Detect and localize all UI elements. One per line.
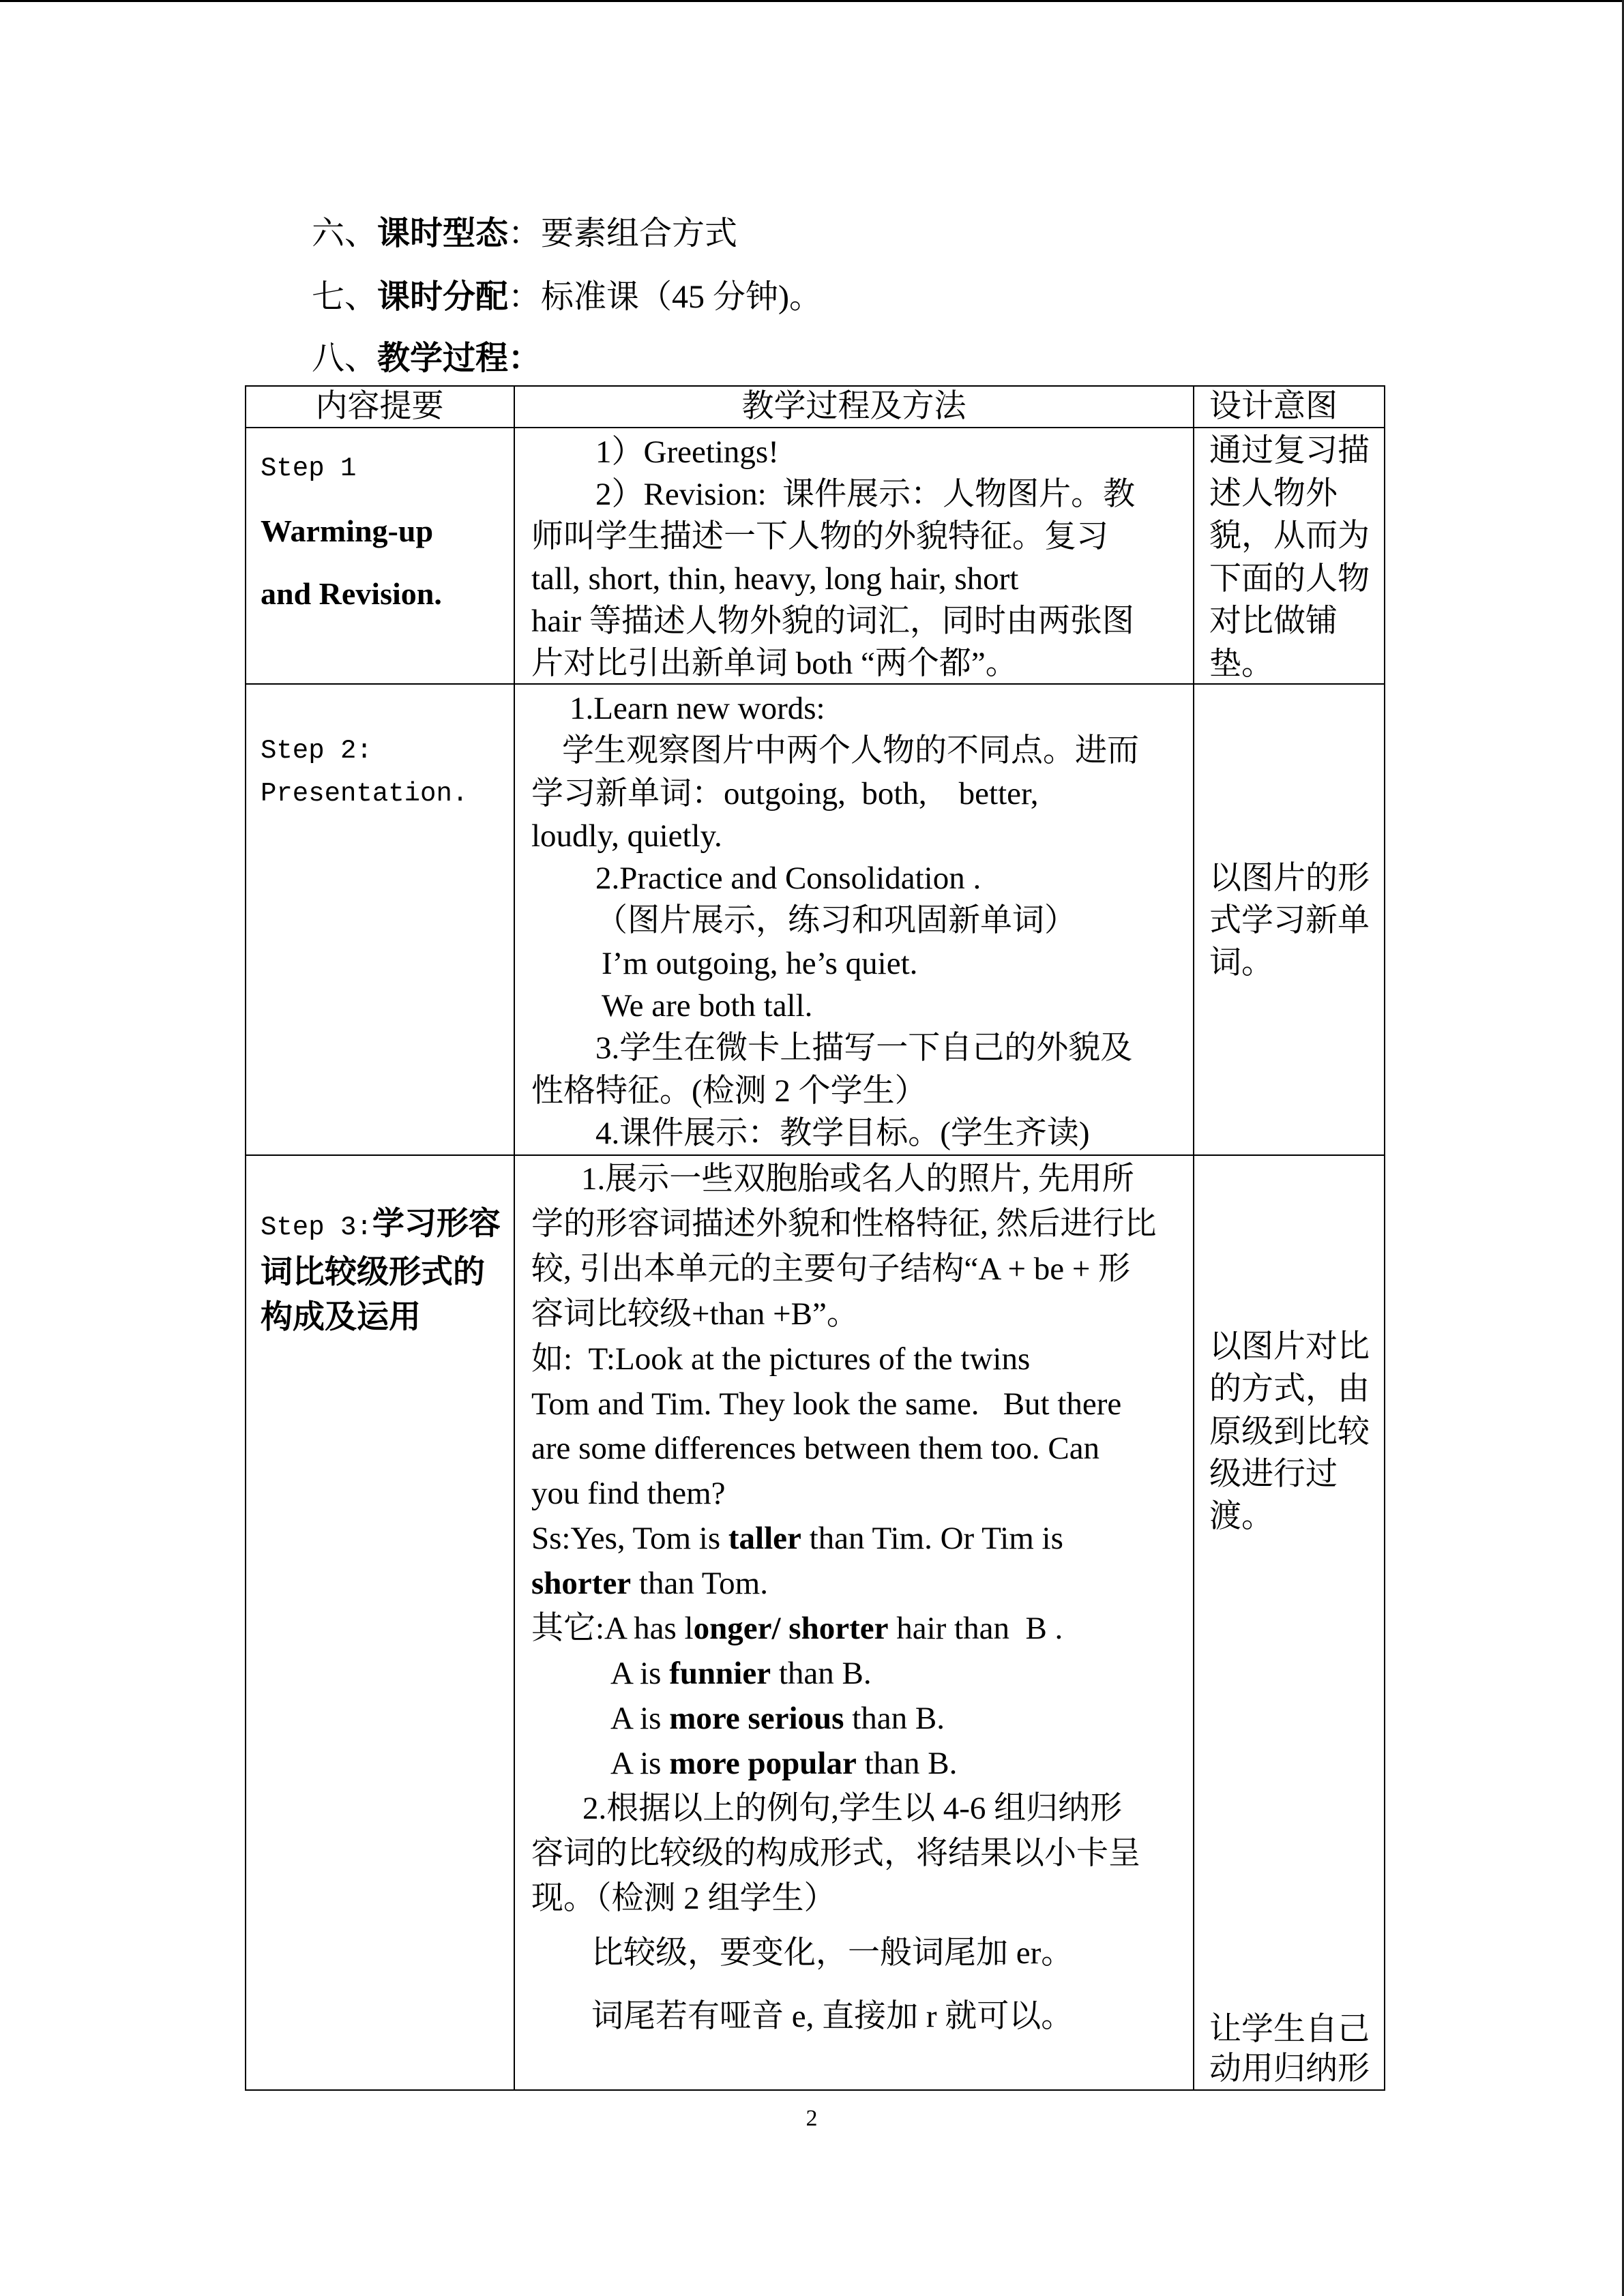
step1-title bbox=[261, 437, 512, 625]
step3-process-line: Tom and Tim. They look the same. But there bbox=[531, 1386, 1122, 1422]
step3-process-line bbox=[531, 1517, 1190, 1562]
step2-process bbox=[531, 687, 1190, 1154]
step1-process-line: 1）Greetings! bbox=[595, 434, 779, 470]
step1-intent-line: 下面的人物 bbox=[1209, 561, 1370, 597]
step2-process-line: 3.学生在微卡上描写一下自己的外貌及 bbox=[595, 1030, 1133, 1067]
table-border-bottom bbox=[245, 2089, 1385, 2091]
heading-lesson-type-prefix: 六、 bbox=[312, 215, 378, 252]
step3-process bbox=[531, 1157, 1190, 2040]
step1-process-line: 师叫学生描述一下人物的外貌特征。复习 bbox=[531, 519, 1108, 554]
step2-process-line: （图片展示，练习和巩固新单词） bbox=[595, 903, 1076, 939]
heading-teaching-process bbox=[312, 338, 541, 380]
column-header-content: 内容提要 bbox=[315, 389, 444, 424]
comparative-word: more serious bbox=[669, 1700, 844, 1736]
heading-lesson-type-label: 课时型态 bbox=[377, 215, 509, 252]
heading-lesson-type-value: ：要素组合方式 bbox=[508, 215, 738, 252]
step2-process-line: 4.课件展示：教学目标。(学生齐读) bbox=[595, 1115, 1090, 1151]
step3-intent-line: 渡。 bbox=[1209, 1499, 1273, 1535]
heading-teaching-process-label: 教学过程： bbox=[377, 340, 542, 376]
step3-process-line: 1.展示一些双胞胎或名人的照片, 先用所 bbox=[581, 1161, 1134, 1197]
table-column-divider-1 bbox=[514, 385, 515, 2091]
step3-title-line: 构成及运用 bbox=[261, 1300, 421, 1335]
step2-intent-line: 式学习新单 bbox=[1209, 903, 1370, 938]
step3-intent-line: 级进行过 bbox=[1209, 1456, 1338, 1492]
heading-lesson-time bbox=[312, 276, 822, 318]
step3-intent-line: 以图片对比 bbox=[1209, 1329, 1370, 1365]
table-row-divider-2 bbox=[245, 1154, 1385, 1156]
heading-lesson-time-prefix: 七、 bbox=[312, 279, 378, 315]
step3-intent-note-line: 让学生自己 bbox=[1209, 2012, 1370, 2047]
step1-process-line: tall, short, thin, heavy, long hair, short bbox=[531, 561, 1019, 597]
step2-process-line: 1.Learn new words: bbox=[570, 691, 825, 726]
step1-intent-line: 垫。 bbox=[1209, 646, 1273, 682]
step2-process-line: 学习新单词：outgoing, both, better, bbox=[531, 775, 1039, 811]
step2-intent-line: 以图片的形 bbox=[1209, 861, 1370, 896]
comparative-word: more popular bbox=[669, 1745, 857, 1781]
step3-process-line: 容词的比较级的构成形式，将结果以小卡呈 bbox=[531, 1835, 1140, 1871]
text-segment: 其它:A has l bbox=[531, 1611, 694, 1647]
text-segment: A is bbox=[610, 1745, 670, 1781]
step3-process-line: 较, 引出本单元的主要句子结构“A + be + 形 bbox=[531, 1251, 1131, 1287]
step3-process-line: 如: T:Look at the pictures of the twins bbox=[531, 1341, 1031, 1377]
text-segment: A is bbox=[610, 1700, 670, 1736]
text-segment: than B. bbox=[856, 1745, 958, 1781]
comparative-word: taller bbox=[728, 1521, 801, 1557]
step3-process-line bbox=[531, 1562, 1190, 1607]
step3-process-line bbox=[531, 1652, 1190, 1697]
step3-process-line: 2.根据以上的例句,学生以 4-6 组归纳形 bbox=[582, 1790, 1123, 1826]
step2-process-line: 2.Practice and Consolidation . bbox=[595, 861, 981, 897]
step1-intent bbox=[1209, 430, 1383, 685]
teaching-process-table bbox=[245, 385, 1385, 2091]
step2-title bbox=[261, 730, 512, 816]
step2-process-line: I’m outgoing, he’s quiet. bbox=[602, 945, 918, 981]
step1-intent-line: 通过复习描 bbox=[1209, 433, 1370, 468]
text-segment: hair than B . bbox=[888, 1611, 1063, 1647]
heading-lesson-type bbox=[312, 213, 737, 255]
step3-title-topic: 学习形容 bbox=[372, 1206, 501, 1242]
step2-title-line: Step 2: bbox=[261, 736, 372, 766]
text-segment: than B. bbox=[771, 1655, 872, 1691]
step3-process-line: are some differences between them too. Can bbox=[531, 1431, 1100, 1467]
step2-title-line: Presentation. bbox=[261, 779, 469, 809]
page-top-edge-line bbox=[0, 0, 1624, 2]
text-segment: Ss:Yes, Tom is bbox=[531, 1521, 728, 1557]
step3-process-line: you find them? bbox=[531, 1476, 726, 1512]
step3-process-line: 容词比较级+than +B”。 bbox=[531, 1296, 859, 1332]
step3-process-line: 比较级，要变化，一般词尾加 er。 bbox=[591, 1935, 1074, 1971]
column-header-process: 教学过程及方法 bbox=[741, 389, 966, 424]
step2-process-line: 学生观察图片中两个人物的不同点。进而 bbox=[562, 733, 1139, 769]
table-column-divider-2 bbox=[1193, 385, 1194, 2091]
step3-intent-line: 原级到比较 bbox=[1209, 1414, 1370, 1450]
step3-title-line bbox=[261, 1202, 512, 1250]
step3-intent bbox=[1209, 1326, 1383, 1538]
heading-teaching-process-prefix: 八、 bbox=[312, 340, 378, 376]
step3-process-line bbox=[531, 1742, 1190, 1787]
step3-process-line bbox=[531, 1607, 1190, 1652]
text-segment: than B. bbox=[844, 1700, 945, 1736]
comparative-word: onger/ shorter bbox=[693, 1611, 889, 1647]
column-header-intent: 设计意图 bbox=[1209, 389, 1338, 424]
step2-intent-line: 词。 bbox=[1209, 945, 1273, 981]
step1-intent-line: 述人物外 bbox=[1209, 475, 1338, 511]
comparative-word: funnier bbox=[669, 1655, 771, 1691]
step1-intent-line: 貌，从而为 bbox=[1209, 518, 1370, 554]
step1-process bbox=[531, 431, 1190, 685]
step2-process-line: 性格特征。(检测 2 个学生） bbox=[531, 1073, 927, 1109]
page-number: 2 bbox=[806, 2106, 818, 2131]
heading-lesson-time-label: 课时分配 bbox=[377, 279, 509, 315]
step3-intent-line: 的方式，由 bbox=[1209, 1371, 1370, 1407]
heading-lesson-time-value: ：标准课（45 分钟)。 bbox=[508, 279, 823, 315]
step1-process-line: 片对比引出新单词 both “两个都”。 bbox=[531, 646, 1018, 681]
step3-process-line bbox=[531, 1697, 1190, 1742]
step1-title-line: and Revision. bbox=[261, 576, 442, 611]
table-border-left bbox=[245, 385, 246, 2091]
step3-intent-note bbox=[1209, 2010, 1383, 2089]
step2-intent bbox=[1209, 857, 1383, 984]
text-segment: A is bbox=[610, 1655, 670, 1691]
step3-title-line: 词比较级形式的 bbox=[261, 1255, 485, 1290]
comparative-word: shorter bbox=[531, 1566, 632, 1602]
step1-intent-line: 对比做铺 bbox=[1209, 603, 1338, 639]
step1-process-line: hair 等描述人物外貌的词汇，同时由两张图 bbox=[531, 603, 1134, 639]
step3-process-line: 词尾若有哑音 e, 直接加 r 就可以。 bbox=[591, 1999, 1074, 2035]
step3-title bbox=[261, 1202, 512, 1340]
step2-process-line: loudly, quietly. bbox=[531, 818, 722, 854]
text-segment: than Tim. Or Tim is bbox=[801, 1521, 1063, 1557]
text-segment: than Tom. bbox=[631, 1566, 768, 1602]
step3-process-line: 学的形容词描述外貌和性格特征, 然后进行比 bbox=[531, 1206, 1157, 1242]
step2-process-line: We are both tall. bbox=[602, 988, 813, 1024]
step1-title-line: Warming-up bbox=[261, 513, 434, 548]
table-border-right bbox=[1384, 385, 1385, 2091]
step3-process-line: 现。（检测 2 组学生） bbox=[531, 1880, 836, 1916]
step3-title-step-label: Step 3: bbox=[261, 1212, 372, 1242]
step3-intent-note-line: 动用归纳形 bbox=[1209, 2051, 1370, 2087]
step1-title-line: Step 1 bbox=[261, 453, 357, 483]
step1-process-line: 2）Revision: 课件展示：人物图片。教 bbox=[595, 477, 1136, 512]
